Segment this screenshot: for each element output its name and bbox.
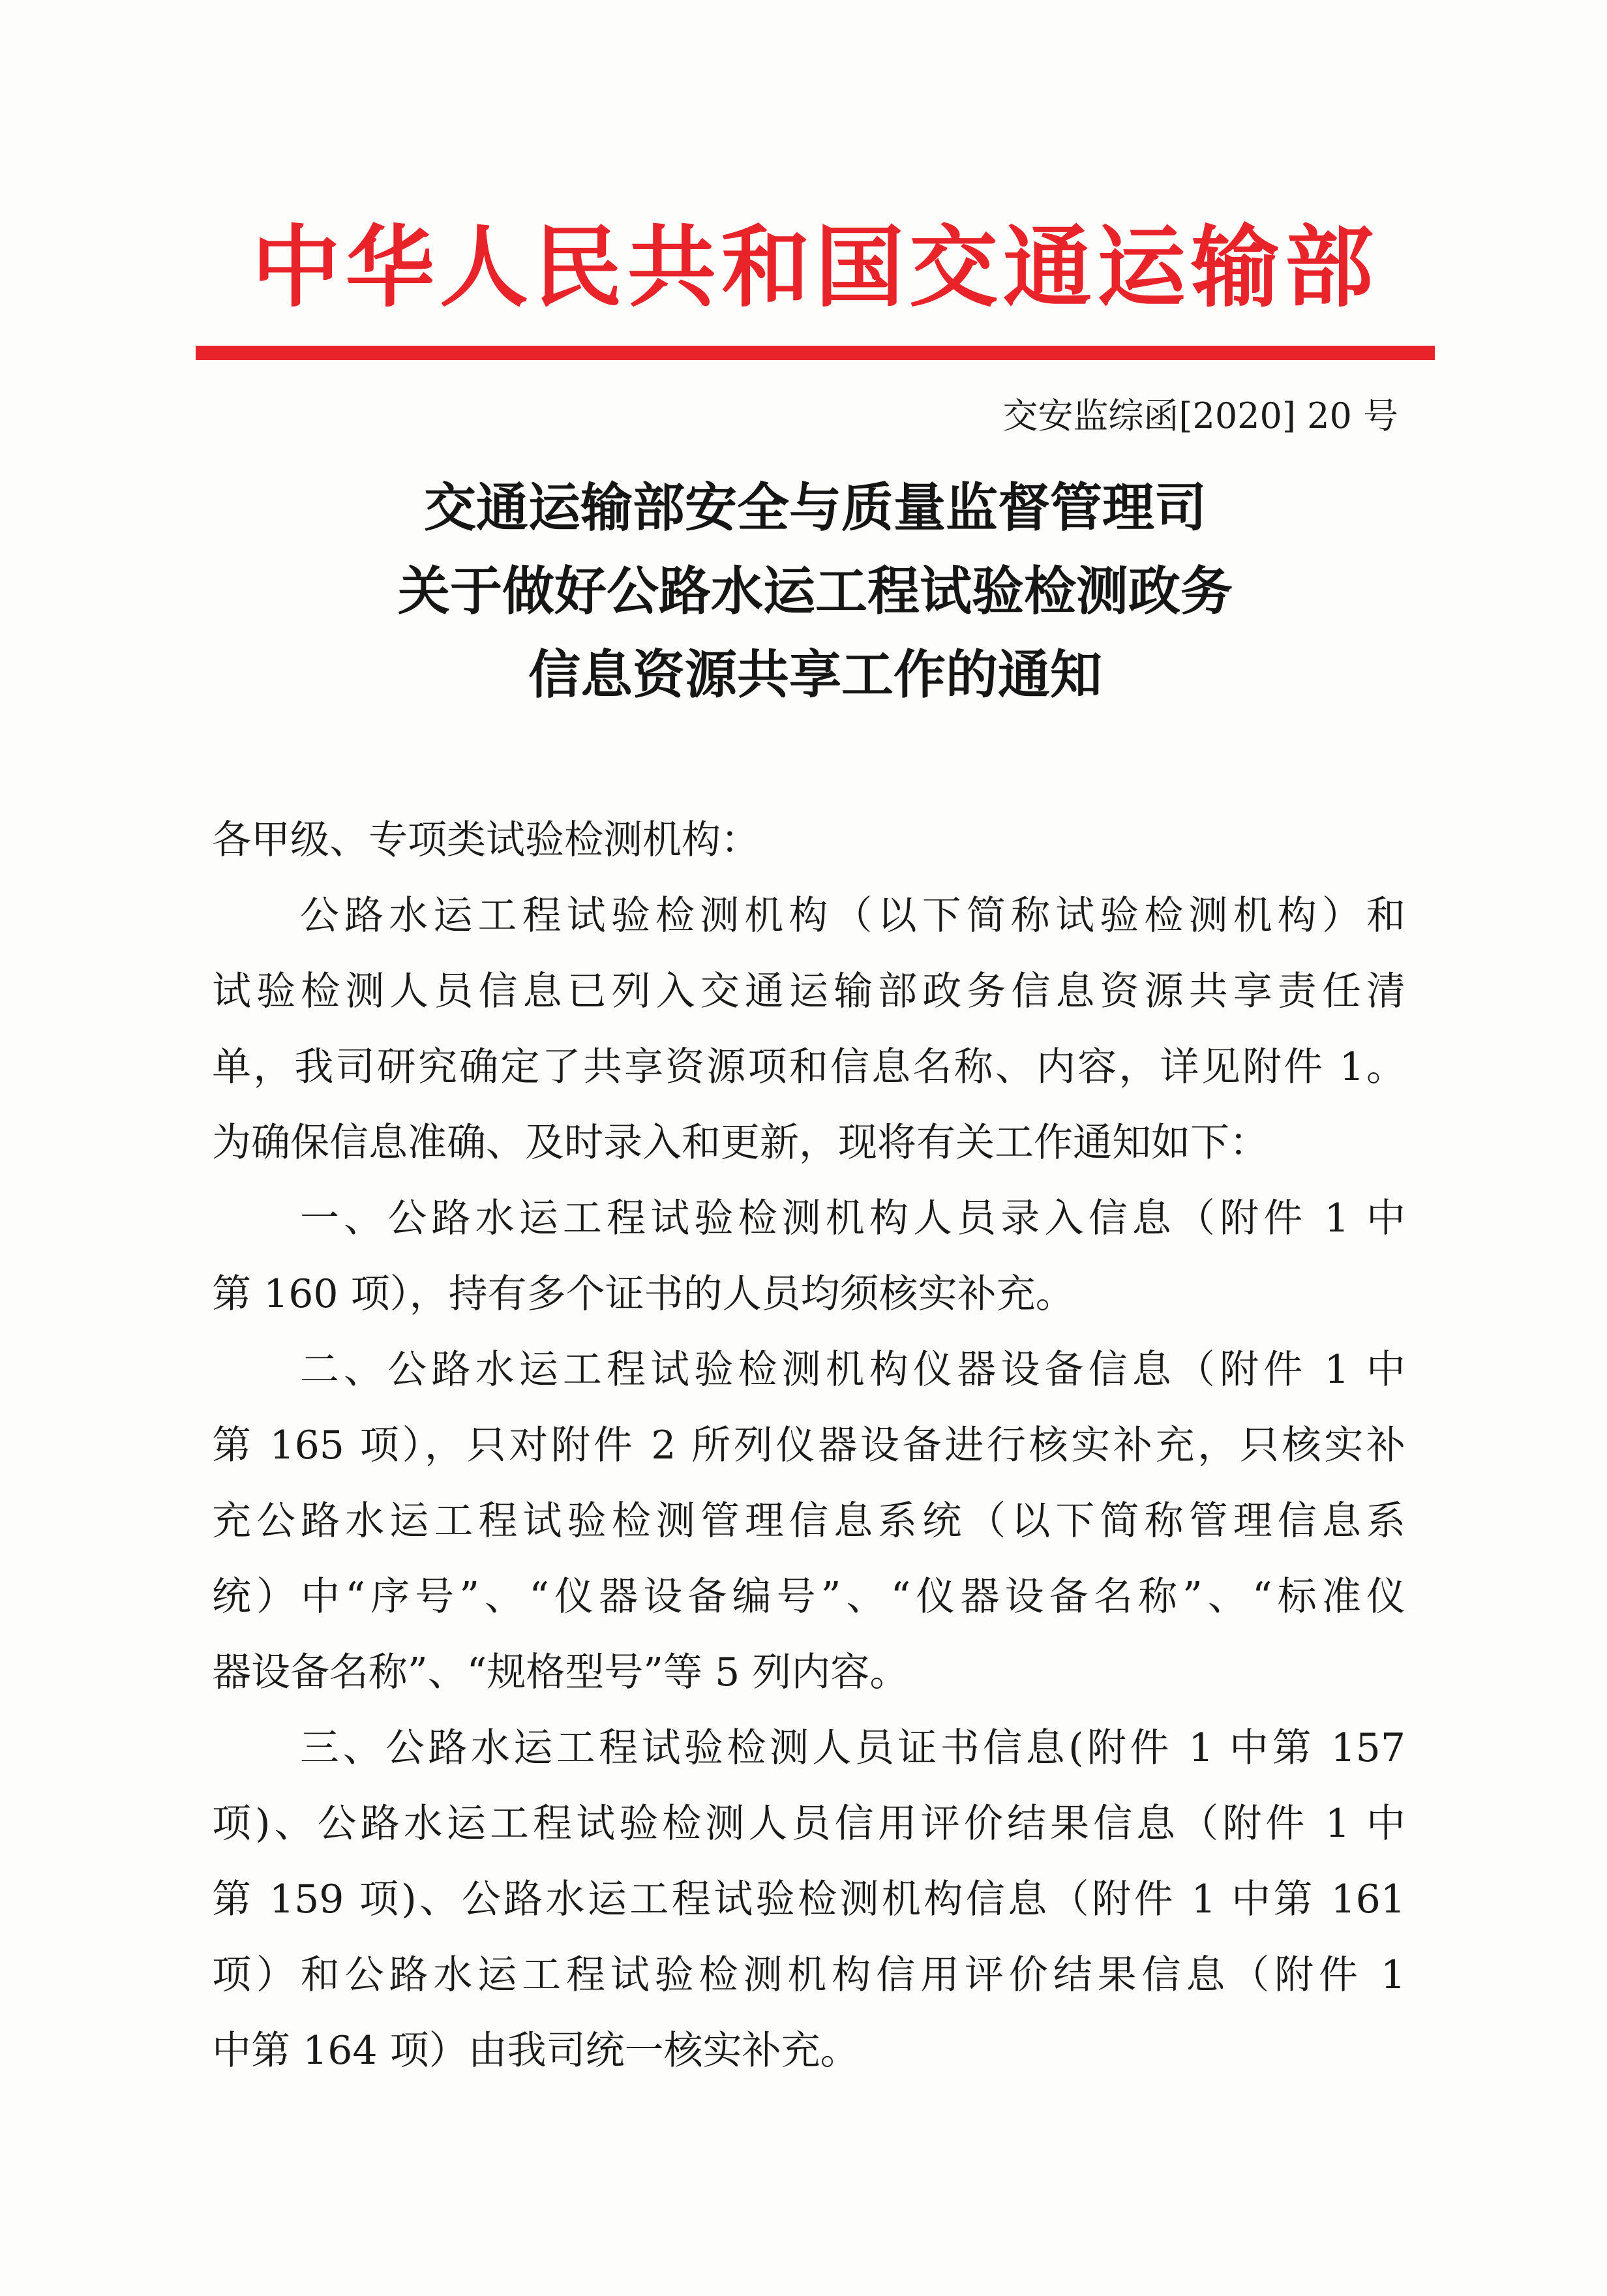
paragraph-line: 第 160 项），持有多个证书的人员均须核实补充。 — [212, 1271, 1075, 1317]
paragraph-line: 器设备名称”、“规格型号”等 5 列内容。 — [212, 1650, 909, 1695]
paragraph-line: 统）中“序号”、“仪器设备编号”、“仪器设备名称”、“标准仪 — [212, 1574, 1405, 1620]
document-number: 交安监综函[2020] 20 号 — [1002, 395, 1398, 436]
paragraph-line: 第 159 项)、公路水运工程试验检测机构信息（附件 1 中第 161 — [212, 1877, 1405, 1922]
paragraph-line: 充公路水运工程试验检测管理信息系统（以下简称管理信息系 — [212, 1498, 1405, 1544]
document-body — [212, 802, 1405, 2089]
title-line: 交通运输部安全与质量监督管理司 — [424, 477, 1207, 538]
paragraph-line: 试验检测人员信息已列入交通运输部政务信息资源共享责任清 — [212, 969, 1405, 1014]
paragraph-line: 二、公路水运工程试验检测机构仪器设备信息（附件 1 中 — [300, 1347, 1405, 1393]
paragraph-line: 公路水运工程试验检测机构（以下简称试验检测机构）和 — [300, 893, 1405, 939]
paragraph-line: 三、公路水运工程试验检测人员证书信息(附件 1 中第 157 — [300, 1725, 1405, 1771]
title-line: 关于做好公路水运工程试验检测政务 — [398, 561, 1233, 622]
paragraph-line: 单，我司研究确定了共享资源项和信息名称、内容，详见附件 1。 — [212, 1044, 1405, 1090]
paragraph-line: 项）和公路水运工程试验检测机构信用评价结果信息（附件 1 — [212, 1952, 1405, 1998]
issuer-masthead: 中华人民共和国交通运输部 — [252, 215, 1379, 320]
paragraph-line: 为确保信息准确、及时录入和更新，现将有关工作通知如下： — [212, 1120, 1269, 1166]
paragraph-line: 一、公路水运工程试验检测机构人员录入信息（附件 1 中 — [300, 1196, 1405, 1241]
document-title — [196, 466, 1435, 717]
salutation: 各甲级、专项类试验检测机构： — [212, 817, 760, 863]
paragraph-line: 第 165 项），只对附件 2 所列仪器设备进行核实补充，只核实补 — [212, 1423, 1405, 1468]
title-line: 信息资源共享工作的通知 — [528, 644, 1102, 705]
paragraph-line: 中第 164 项）由我司统一核实补充。 — [212, 2028, 860, 2074]
paragraph-line: 项)、公路水运工程试验检测人员信用评价结果信息（附件 1 中 — [212, 1801, 1405, 1847]
masthead-red-rule — [196, 346, 1435, 360]
